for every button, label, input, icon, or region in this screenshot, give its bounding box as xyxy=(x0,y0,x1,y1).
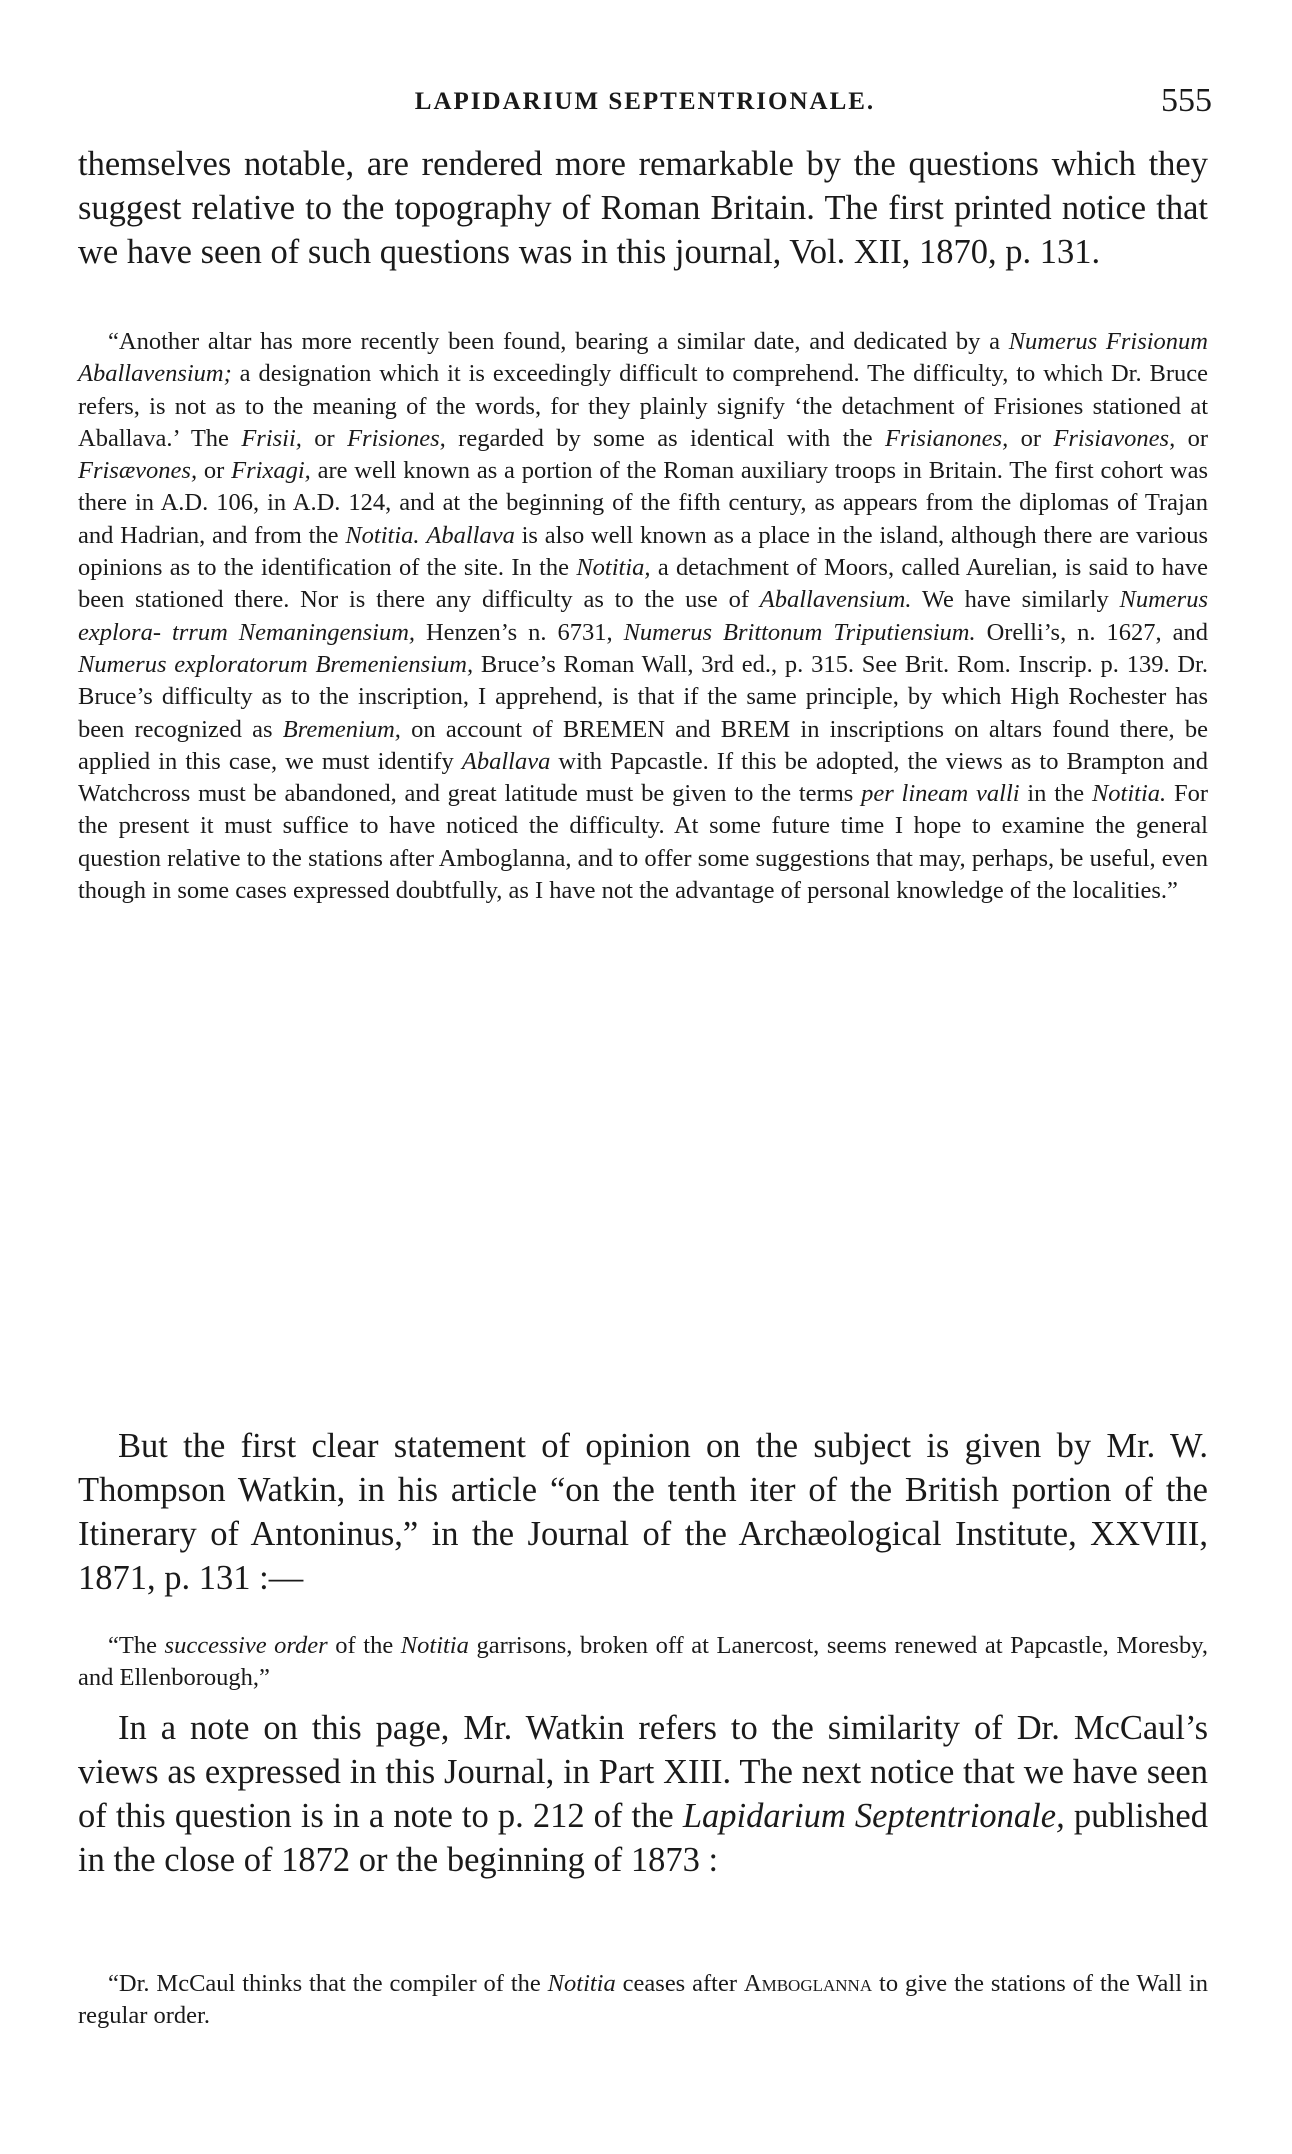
block-quote-2 xyxy=(78,1630,1208,1695)
paragraph-2-text: But the first clear statement of opinion on the subject is given by Mr. W. Thompson Watkin, in his article “on the tenth iter of the British portion of the Itinerary of Antoninus,” in the Journal of the Archæological Institute, XXVIII, 1871, p. 131 :— xyxy=(78,1427,1208,1597)
quote-1-text: “Another altar has more recently been found, bearing a similar date, and dedicated by a Numerus Frisionum Aballavensium; a designation which it is exceedingly difficult to comprehend. The difficulty, to which Dr. Bruce refers, is not as to the meaning of the words, for they plainly signify ‘the detachment of Frisiones stationed at Aballava.’ The Frisii, or Frisiones, regarded by some as identical with the Frisianones, or Frisiavones, or Frisævones, or Frixagi, are well known as a portion of the Roman auxiliary troops in Britain. The first cohort was there in A.D. 106, in A.D. 124, and at the beginning of the fifth century, as appears from the diplomas of Trajan and Hadrian, and from the Notitia. Aballava is also well known as a place in the island, although there are various opinions as to the identification of the site. In the Notitia, a detachment of Moors, called Aurelian, is said to have been stationed there. Nor is there any difficulty as to the use of Aballavensium. We have similarly Numerus explora- trrum Nemaningensium, Henzen’s n. 6731, Numerus Brittonum Triputiensium. Orelli’s, n. 1627, and Numerus exploratorum Bremeniensium, Bruce’s Roman Wall, 3rd ed., p. 315. See Brit. Rom. Inscrip. p. 139. Dr. Bruce’s difficulty as to the inscription, I apprehend, is that if the same principle, by which High Rochester has been recognized as Bremenium, on account of BREMEN and BREM in inscriptions on altars found there, be applied in this case, we must identify Aballava with Papcastle. If this be adopted, the views as to Brampton and Watchcross must be abandoned, and great latitude must be given to the terms per lineam valli in the Notitia. For the present it must suffice to have noticed the difficulty. At some future time I hope to examine the general question relative to the stations after Amboglanna, and to offer some suggestions that may, perhaps, be useful, even though in some cases expressed doubtfully, as I have not the advantage of personal knowledge of the localities.” xyxy=(78,328,1209,905)
running-title: LAPIDARIUM SEPTENTRIONALE. xyxy=(414,88,876,115)
paragraph-1-text: themselves notable, are rendered more remarkable by the questions which they suggest relative to the topography of Roman Britain. The first printed notice that we have seen of such questions was in this journal, Vol. XII, 1870, p. 131. xyxy=(78,145,1208,271)
quote-2-text: “The successive order of the Notitia garrisons, broken off at Lanercost, seems renewed at Papcastle, Moresby, and Ellenborough,” xyxy=(78,1632,1208,1692)
block-quote-1 xyxy=(78,326,1208,907)
quote-3-text: “Dr. McCaul thinks that the compiler of the Notitia ceases after Amboglanna to give the stations of the Wall in regular order. xyxy=(78,1970,1208,2030)
running-head xyxy=(78,82,1212,122)
block-quote-3 xyxy=(78,1968,1208,2033)
paragraph-continued xyxy=(78,142,1208,274)
paragraph-3 xyxy=(78,1706,1208,1882)
paragraph-2 xyxy=(78,1424,1208,1600)
page-number: 555 xyxy=(1161,82,1212,119)
paragraph-3-text: In a note on this page, Mr. Watkin refers to the similarity of Dr. McCaul’s views as expressed in this Journal, in Part XIII. The next notice that we have seen of this question is in a note to p. 212 of the Lapidarium Septentrionale, published in the close of 1872 or the beginning of 1873 : xyxy=(78,1709,1208,1879)
